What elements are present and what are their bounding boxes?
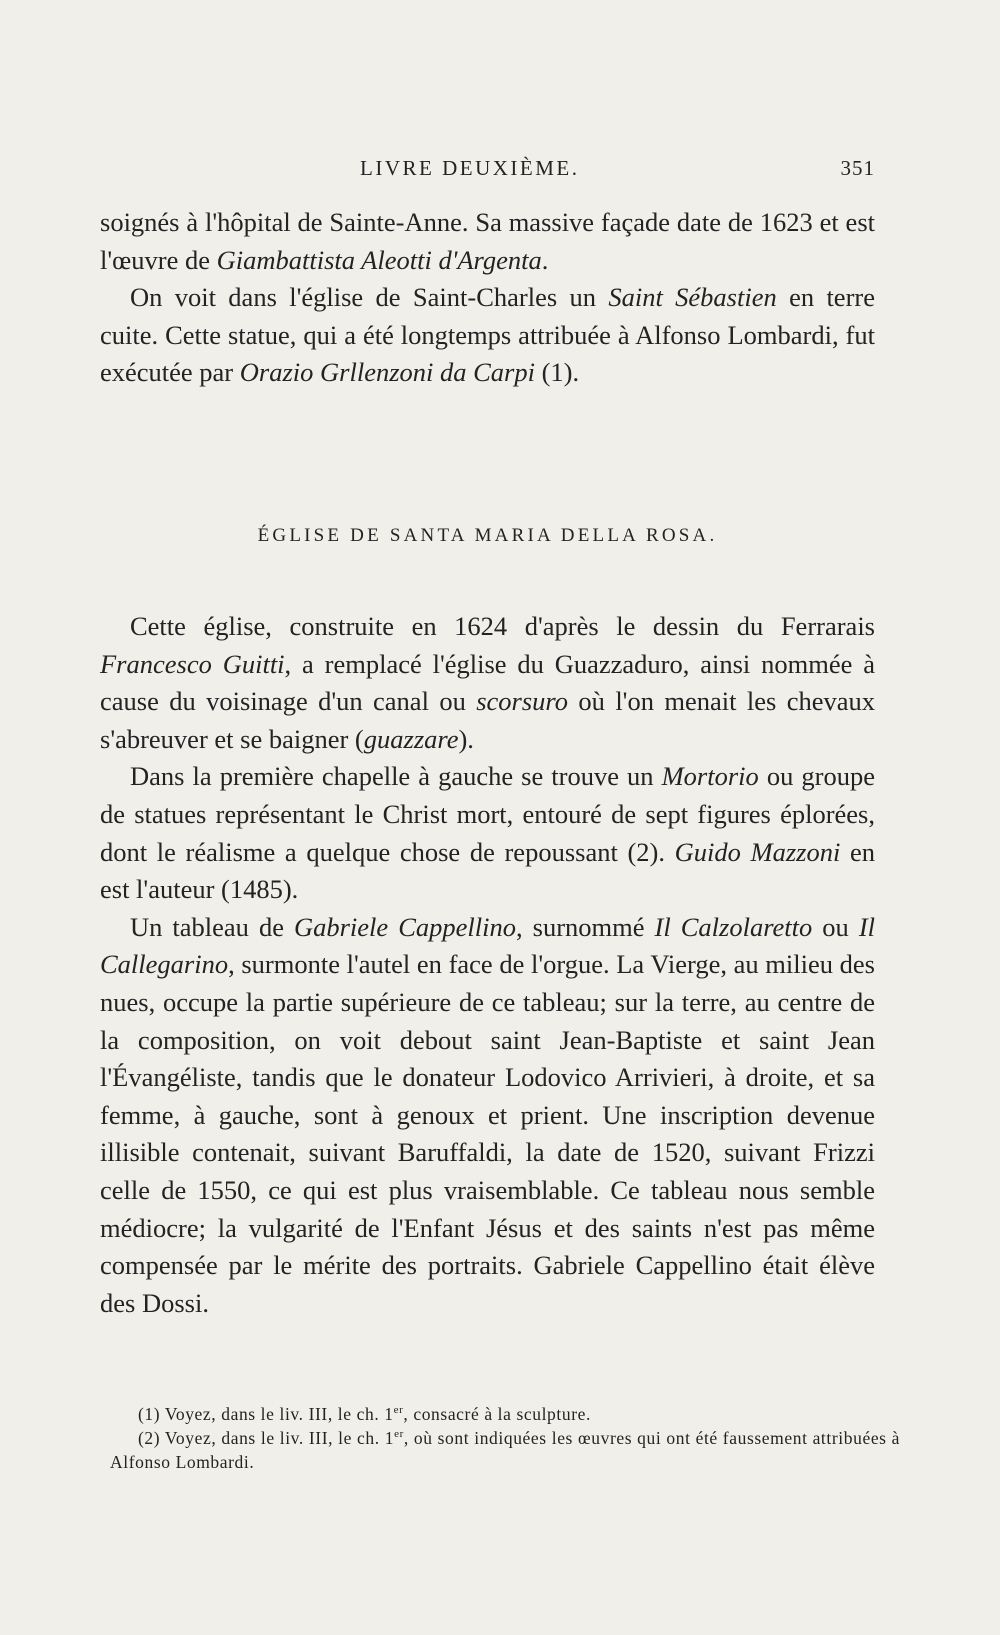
footnotes <box>110 1402 900 1474</box>
italic-term: guazzare <box>363 723 459 754</box>
section-heading: ÉGLISE DE SANTA MARIA DELLA ROSA. <box>257 525 718 546</box>
italic-name: Guido Mazzoni <box>674 836 841 867</box>
text-block-top <box>100 204 875 392</box>
footnote-ref-1: (1). <box>534 357 580 388</box>
italic-name: Francesco Guitti <box>100 648 285 679</box>
italic-name: Giambattista Aleotti d'Argenta <box>216 244 542 275</box>
text-block-main <box>100 608 875 1322</box>
italic-title: Saint Sébastien <box>608 282 777 313</box>
page-header <box>105 156 875 186</box>
italic-name: Gabriele Cappellino <box>293 911 516 942</box>
italic-name: Orazio Grllenzoni da Carpi <box>239 357 535 388</box>
italic-name: Il Calzolaretto <box>654 911 813 942</box>
footnote-1: (1) Voyez, dans le liv. III, le ch. 1er, consacré à la sculpture. <box>138 1404 591 1424</box>
italic-term: scorsuro <box>476 686 569 717</box>
footnote-2: (2) Voyez, dans le liv. III, le ch. 1er, où sont indiquées les œuvres qui ont été faussement attribuées à Alfonso Lombardi. <box>110 1428 900 1472</box>
running-title: LIVRE DEUXIÈME. <box>360 156 580 180</box>
paragraph-cappellino: Un tableau de Gabriele Cappellino, surnommé Il Calzolaretto ou Il Callegarino, surmonte l'autel en face de l'orgue. La Vierge, au milieu des nues, occupe la partie supérieure de ce tableau; sur la terre, au centre de la composition, on voit debout saint Jean-Baptiste et saint Jean l'Évangéliste, tandis que le donateur Lodovico Arrivieri, à droite, et sa femme, à gauche, sont à genoux et prient. Une inscription devenue illisible contenait, suivant Baruffaldi, la date de 1520, suivant Frizzi celle de 1550, ce qui est plus vraisemblable. Ce tableau nous semble médiocre; la vulgarité de l'Enfant Jésus et des saints n'est pas même compensée par le mérite des portraits. Gabriele Cappellino était élève des Dossi. <box>100 911 876 1318</box>
italic-name: Il Callegarino <box>100 911 876 980</box>
paragraph-mortorio: Dans la première chapelle à gauche se trouve un Mortorio ou groupe de statues représentant le Christ mort, entouré de sept figures éplorées, dont le réalisme a quelque chose de repoussant (2). Guido Mazzoni en est l'auteur (1485). <box>100 761 875 905</box>
page-number: 351 <box>840 156 875 180</box>
paragraph-saint-charles: On voit dans l'église de Saint-Charles un Saint Sébastien en terre cuite. Cette statue, qui a été longtemps attribuée à Alfonso Lombardi, fut exécutée par Orazio Grllenzoni da Carpi (1). <box>100 282 875 388</box>
paragraph-continuation: soignés à l'hôpital de Sainte-Anne. Sa massive façade date de 1623 et est l'œuvre de Giambattista Aleotti d'Argenta. <box>100 207 875 275</box>
italic-term: Mortorio <box>661 761 759 792</box>
paragraph-church-history: Cette église, construite en 1624 d'après le dessin du Ferrarais Francesco Guitti, a remplacé l'église du Guazzaduro, ainsi nommée à cause du voisinage d'un canal ou scorsuro où l'on menait les chevaux s'abreuver et se baigner (guazzare). <box>100 611 875 754</box>
